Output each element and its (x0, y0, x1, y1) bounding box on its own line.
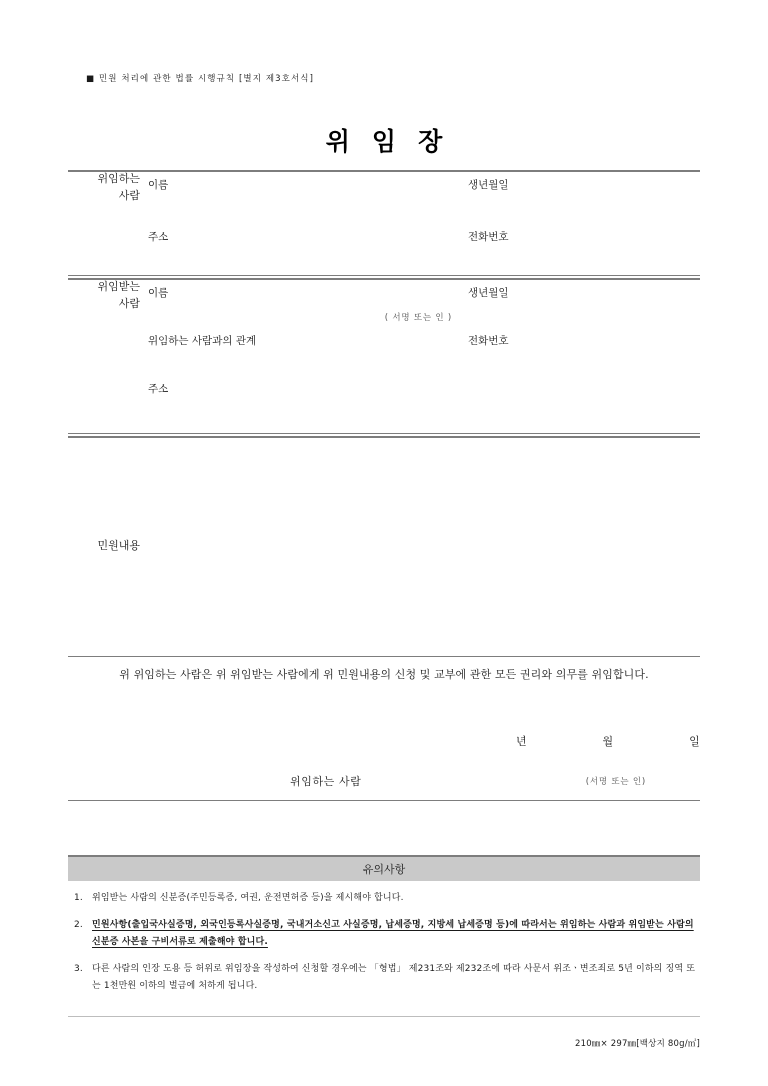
delegator-phone-cell[interactable] (460, 223, 700, 275)
delegate-name-label: 이름 (148, 287, 169, 299)
table-row (68, 171, 700, 223)
signature-bottom-rule (68, 800, 700, 801)
delegator-section-label (68, 171, 140, 275)
notice-bottom-rule (68, 1016, 700, 1017)
delegate-address-cell[interactable] (140, 375, 700, 421)
table-row (68, 223, 700, 275)
delegator-address-cell[interactable] (140, 223, 460, 275)
form-reference-header: ■ 민원 처리에 관한 법률 시행규칙 [별지 제3호서식] (86, 74, 314, 84)
delegator-name-label: 이름 (148, 179, 169, 191)
paper-specification: 210㎜× 297㎜[백상지 80g/㎡] (574, 1039, 700, 1049)
delegator-name-cell[interactable] (140, 171, 460, 223)
date-line (0, 733, 700, 749)
notice-item-number: 3. (74, 963, 83, 974)
delegate-relation-cell[interactable] (140, 327, 460, 375)
page-title: 위임장 (325, 127, 465, 156)
delegation-statement: 위 위임하는 사람은 위 위임받는 사람에게 위 민원내용의 신청 및 교부에 관한 모든 권리와 의무를 위임합니다. (119, 668, 649, 681)
content-table (68, 437, 700, 655)
date-day-label: 일 (689, 735, 700, 748)
notice-item-number: 2. (74, 919, 83, 930)
delegator-table-bottom-rule (68, 275, 700, 276)
delegate-birthdate-cell[interactable] (460, 279, 700, 327)
delegate-label-line2: 사람 (118, 296, 140, 310)
content-section-label (68, 437, 140, 655)
delegator-label-line1: 위임하는 (97, 172, 140, 185)
delegator-address-label: 주소 (148, 231, 169, 243)
delegator-birthdate-cell[interactable] (460, 171, 700, 223)
signature-seal-note: (서명 또는 인) (585, 777, 646, 787)
delegator-birthdate-label: 생년월일 (468, 179, 509, 191)
delegate-table (68, 279, 700, 421)
delegator-phone-label: 전화번호 (468, 231, 509, 243)
content-table-bottom-rule (68, 656, 700, 657)
table-row (68, 437, 700, 655)
delegate-name-cell[interactable] (140, 279, 460, 327)
delegator-label-line2: 사람 (118, 188, 140, 202)
list-item (68, 961, 700, 996)
date-year-label: 년 (516, 735, 527, 748)
notice-item-text: 민원사항(출입국사실증명, 외국인등록사실증명, 국내거소신고 사실증명, 납세증명, 지방세 납세증명 등)에 따라서는 위임하는 사람과 위임받는 사람의 신분증 사본을 구비서류로 제출해야 합니다. (92, 919, 694, 948)
delegate-birthdate-label: 생년월일 (468, 287, 509, 299)
content-value (140, 437, 700, 655)
delegate-phone-label: 전화번호 (468, 335, 509, 347)
signature-label: 위임하는 사람 (290, 775, 362, 788)
list-item (68, 890, 700, 908)
signature-row (68, 773, 700, 791)
notice-list (68, 890, 700, 1005)
delegate-relation-label: 위임하는 사람과의 관계 (148, 335, 257, 347)
delegate-table-bottom-rule (68, 433, 700, 434)
delegator-table (68, 171, 700, 275)
delegate-signature-note: ( 서명 또는 인 ) (384, 313, 452, 323)
content-value-cell[interactable] (140, 437, 700, 655)
notice-heading: 유의사항 (68, 855, 700, 881)
date-month-label: 월 (602, 735, 614, 748)
table-row (68, 375, 700, 421)
notice-item-text: 위임받는 사람의 신분증(주민등록증, 여권, 운전면허증 등)을 제시해야 합니다. (92, 893, 404, 903)
delegate-phone-cell[interactable] (460, 327, 700, 375)
delegate-label-line1: 위임받는 (97, 280, 140, 293)
notice-item-number: 1. (74, 893, 83, 903)
table-row (68, 279, 700, 327)
delegate-address-label: 주소 (148, 383, 169, 395)
table-row (68, 327, 700, 375)
notice-item-text: 다른 사람의 인장 도용 등 허위로 위임장을 작성하여 신청할 경우에는 「형법」 제231조와 제232조에 따라 사문서 위조ㆍ변조죄로 5년 이하의 징역 또는 1천만원 이하의 벌금에 처하게 됩니다. (92, 963, 696, 992)
list-item (68, 917, 700, 952)
content-label-text: 민원내용 (97, 538, 140, 552)
delegate-section-label (68, 279, 140, 421)
